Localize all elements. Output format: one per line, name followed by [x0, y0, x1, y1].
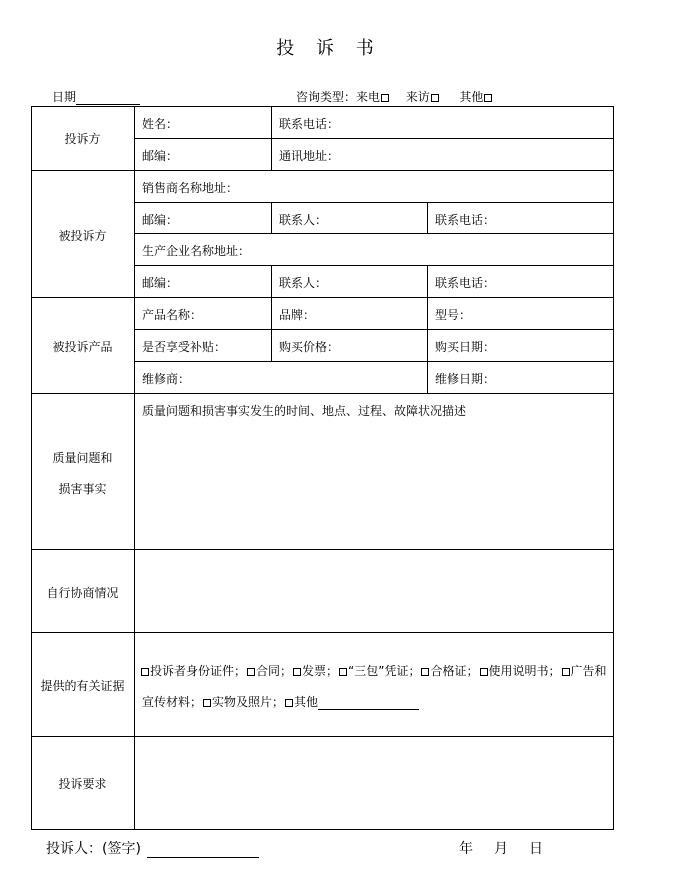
table-border — [31, 106, 32, 830]
seller-postcode-field[interactable]: 邮编： — [142, 213, 179, 227]
evidence-other: 其他 — [294, 695, 319, 709]
checkbox-icon[interactable] — [339, 668, 347, 676]
evidence-invoice: 发票； — [302, 664, 339, 678]
checkbox-icon[interactable] — [484, 94, 492, 102]
evidence-manual: 使用说明书； — [488, 664, 561, 678]
table-divider — [427, 297, 428, 393]
evidence-photos: 实物及照片； — [212, 695, 285, 709]
table-divider — [31, 170, 614, 171]
consult-type — [296, 88, 493, 105]
checkbox-icon[interactable] — [141, 668, 149, 676]
consult-type-label: 咨询类型： — [296, 90, 357, 104]
maker-contact-field[interactable]: 联系人： — [279, 276, 328, 290]
evidence-ad: 广告和 — [570, 664, 607, 678]
brand-field[interactable]: 品牌： — [279, 308, 316, 322]
table-divider — [31, 632, 614, 633]
checkbox-icon[interactable] — [247, 668, 255, 676]
consult-option-visit: 来访 — [405, 90, 430, 104]
evidence-warranty: “三包”凭证； — [348, 664, 421, 678]
table-divider — [31, 297, 614, 298]
checkbox-icon[interactable] — [285, 699, 293, 707]
product-name-field[interactable]: 产品名称： — [142, 308, 203, 322]
maker-name-address-field[interactable]: 生产企业名称地址： — [142, 244, 251, 258]
table-divider — [134, 138, 614, 139]
section-evidence: 提供的有关证据 — [40, 679, 125, 693]
date-field — [52, 88, 140, 105]
seller-name-address-field[interactable]: 销售商名称地址： — [142, 181, 239, 195]
phone-field[interactable]: 联系电话： — [279, 117, 340, 131]
maker-phone-field[interactable]: 联系电话： — [435, 276, 496, 290]
signature-blank[interactable] — [147, 843, 259, 858]
table-divider — [271, 265, 272, 297]
evidence-line2 — [142, 693, 419, 710]
negotiation-field[interactable] — [135, 550, 612, 631]
section-quality-line1: 质量问题和 — [52, 451, 113, 465]
table-divider — [134, 106, 135, 830]
repairer-field[interactable]: 维修商： — [142, 372, 191, 386]
consult-option-other: 其他 — [459, 90, 484, 104]
evidence-line1 — [140, 662, 607, 679]
price-field[interactable]: 购买价格： — [279, 340, 340, 354]
year-label: 年 — [459, 841, 473, 857]
table-divider — [31, 393, 614, 394]
demand-field[interactable] — [135, 737, 612, 828]
subsidy-field[interactable]: 是否享受补贴： — [142, 340, 227, 354]
table-divider — [134, 361, 614, 362]
consult-option-call: 来电 — [356, 90, 381, 104]
postcode-field[interactable]: 邮编： — [142, 149, 179, 163]
checkbox-icon[interactable] — [203, 699, 211, 707]
checkbox-icon[interactable] — [421, 668, 429, 676]
section-complainant: 投诉方 — [64, 132, 101, 146]
table-divider — [134, 233, 614, 234]
evidence-certificate: 合格证； — [430, 664, 479, 678]
table-border — [31, 106, 614, 107]
evidence-promo: 宣传材料； — [142, 695, 203, 709]
signer-label: 投诉人：(签字) — [46, 841, 141, 857]
checkbox-icon[interactable] — [293, 668, 301, 676]
signer-field — [46, 838, 259, 858]
table-divider — [271, 297, 272, 361]
quality-description-field[interactable]: 质量问题和损害事实发生的时间、地点、过程、故障状况描述 — [142, 404, 467, 418]
checkbox-icon[interactable] — [562, 668, 570, 676]
checkbox-icon[interactable] — [431, 94, 439, 102]
section-product: 被投诉产品 — [52, 340, 113, 354]
page-title: 投 诉 书 — [276, 38, 382, 59]
model-field[interactable]: 型号： — [435, 308, 472, 322]
table-divider — [134, 202, 614, 203]
table-divider — [271, 106, 272, 170]
evidence-id: 投诉者身份证件； — [150, 664, 247, 678]
date-blank[interactable] — [76, 92, 140, 105]
complaint-form-table — [31, 106, 614, 830]
section-quality-line2: 损害事实 — [58, 482, 107, 496]
address-field[interactable]: 通讯地址： — [279, 149, 340, 163]
table-border — [613, 106, 614, 830]
month-label: 月 — [494, 841, 508, 857]
day-label: 日 — [529, 841, 543, 857]
seller-contact-field[interactable]: 联系人： — [279, 213, 328, 227]
table-divider — [427, 202, 428, 233]
table-border — [31, 829, 614, 830]
section-respondent: 被投诉方 — [58, 229, 107, 243]
name-field[interactable]: 姓名： — [142, 117, 179, 131]
table-divider — [134, 329, 614, 330]
section-demand: 投诉要求 — [58, 777, 107, 791]
checkbox-icon[interactable] — [381, 94, 389, 102]
table-divider — [134, 265, 614, 266]
maker-postcode-field[interactable]: 邮编： — [142, 276, 179, 290]
table-divider — [271, 202, 272, 233]
table-divider — [427, 265, 428, 297]
evidence-contract: 合同； — [256, 664, 293, 678]
evidence-other-blank[interactable] — [318, 697, 419, 710]
repair-date-field[interactable]: 维修日期： — [435, 372, 496, 386]
section-negotiation: 自行协商情况 — [46, 586, 119, 600]
seller-phone-field[interactable]: 联系电话： — [435, 213, 496, 227]
purchase-date-field[interactable]: 购买日期： — [435, 340, 496, 354]
date-label: 日期 — [52, 90, 77, 104]
checkbox-icon[interactable] — [480, 668, 488, 676]
